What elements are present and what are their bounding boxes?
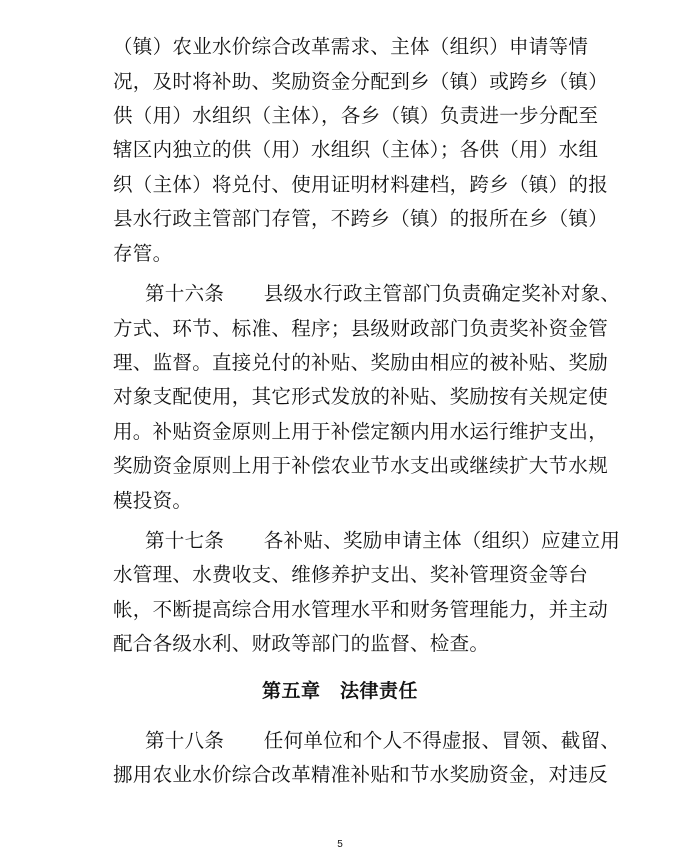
paragraph-line: 方式、环节、标准、程序；县级财政部门负责奖补资金管 [113,317,609,340]
paragraph-line: 奖励资金原则上用于补偿农业节水支出或继续扩大节水规 [113,454,609,477]
paragraph-line: 供（用）水组织（主体），各乡（镇）负责进一步分配至 [113,104,599,127]
article-16-first-line: 第十六条 县级水行政主管部门负责确定奖补对象、 [145,282,621,305]
article-18-first-line: 第十八条 任何单位和个人不得虚报、冒领、截留、 [145,729,621,752]
paragraph-line: 水管理、水费收支、维修养护支出、奖补管理资金等台 [113,563,589,586]
article-17-first-line: 第十七条 各补贴、奖励申请主体（组织）应建立用 [145,529,621,552]
page-number: 5 [337,839,343,850]
paragraph-line: 帐，不断提高综合用水管理水平和财务管理能力，并主动 [113,598,609,621]
paragraph-line: 县水行政主管部门存管，不跨乡（镇）的报所在乡（镇） [113,207,609,230]
paragraph-line: 模投资。 [113,489,193,512]
chapter-heading: 第五章 法律责任 [261,680,418,702]
paragraph-line: 理、监督。直接兑付的补贴、奖励由相应的被补贴、奖励 [113,351,609,374]
paragraph-line: 挪用农业水价综合改革精准补贴和节水奖励资金，对违反 [113,763,609,786]
paragraph-line: 辖区内独立的供（用）水组织（主体）；各供（用）水组 [113,138,599,161]
paragraph-line: 存管。 [113,242,173,265]
paragraph-line: 织（主体）将兑付、使用证明材料建档，跨乡（镇）的报 [113,173,609,196]
paragraph-line: 对象支配使用，其它形式发放的补贴、奖励按有关规定使 [113,385,609,408]
paragraph-line: 用。补贴资金原则上用于补偿定额内用水运行维护支出， [113,420,609,443]
paragraph-line: 配合各级水利、财政等部门的监督、检查。 [113,632,490,655]
paragraph-line: （镇）农业水价综合改革需求、主体（组织）申请等情 [113,35,589,58]
paragraph-line: 况，及时将补助、奖励资金分配到乡（镇）或跨乡（镇） [113,70,609,93]
